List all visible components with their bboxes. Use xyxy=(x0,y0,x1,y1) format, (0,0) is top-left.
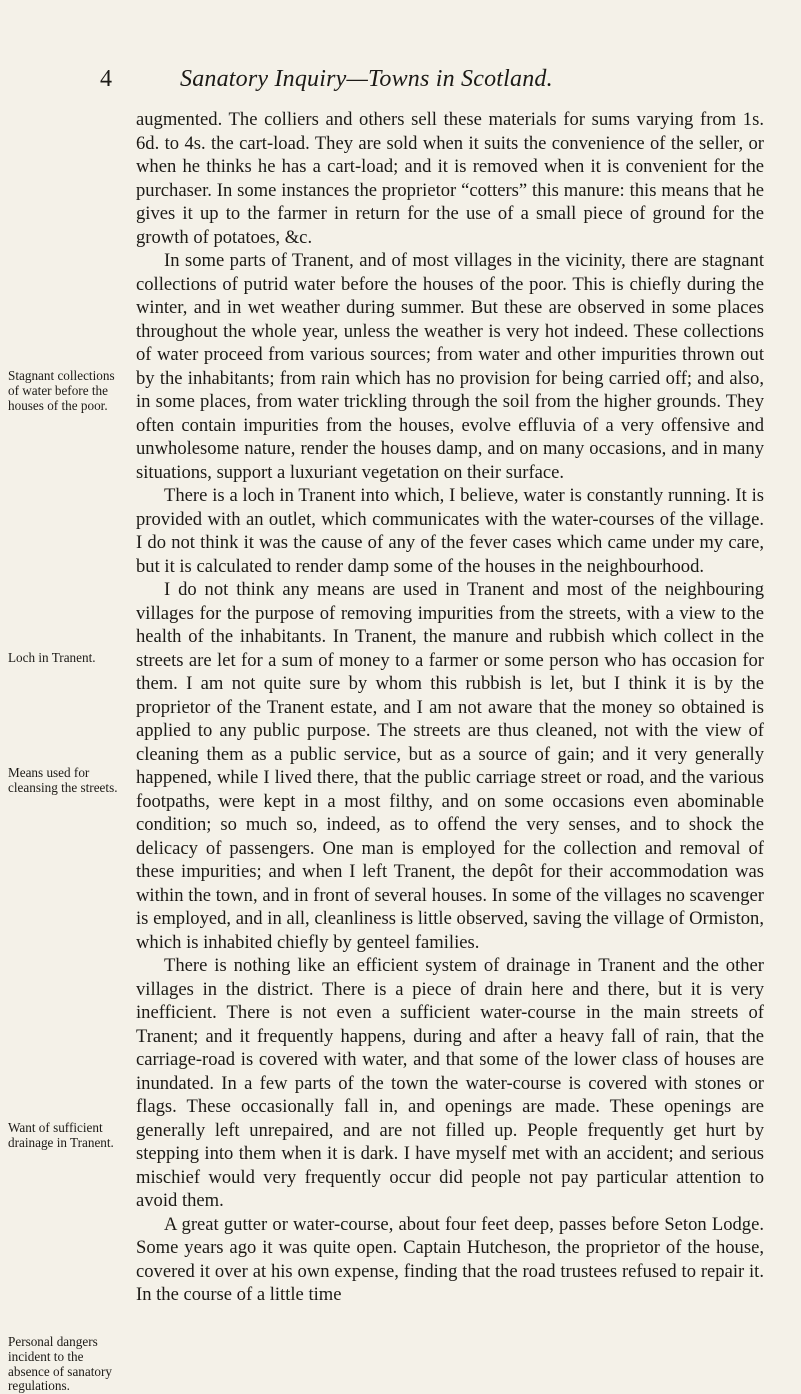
paragraph: There is a loch in Tranent into which, I believe, water is constantly running. It is provided with an outlet, which communicates with the water-courses of the village. I do not think it was the cause of any of the fever cases which came under my care, but it is calculated to render damp some of the houses in the neighbourhood. xyxy=(136,485,764,577)
paragraph: A great gutter or water-course, about four feet deep, passes before Seton Lodge. Some years ago it was quite open. Captain Hutcheson, the proprietor of the house, covered it over at his own expense, finding that the road trustees refused to repair it. In the course of a little time xyxy=(136,1213,764,1305)
margin-note-cleansing-streets: Means used for cleansing the streets. xyxy=(8,765,118,795)
paragraph: In some parts of Tranent, and of most villages in the vicinity, there are stagnant collections of putrid water before the houses of the poor. This is chiefly during the winter, and in wet weather during summer. But these are observed in some places throughout the whole year, unless the weather is very hot indeed. These collections of water proceed from various sources; from water and other impurities thrown out by the inhabitants; from rain which has no provision for being carried off; and also, in some places, from water trickling through the soil from the higher grounds. They often contain impurities from the houses, evolve effluvia of a very offensive and unwholesome nature, render the houses damp, and on many occasions, and in many situations, support a luxuriant vegetation on their surface. xyxy=(136,250,764,483)
margin-note-stagnant-water: Stagnant collections of water before the houses of the poor. xyxy=(8,368,115,413)
margin-note-drainage: Want of sufficient drainage in Tranent. xyxy=(8,1120,114,1150)
margin-note-personal-dangers: Personal dangers incident to the absence of sanatory regulations. xyxy=(8,1334,112,1394)
paragraph: There is nothing like an efficient system of drainage in Tranent and the other villages in the district. There is a piece of drain here and there, but it is very inefficient. There is not even a sufficient water-course in the main streets of Tranent; and it frequently happens, during and after a heavy fall of rain, that the carriage-road is covered with water, and that some of the lower class of houses are inundated. In a few parts of the town the water-course is covered with stones or flags. These occasionally fall in, and openings are made. These openings are generally left unrepaired, and are not filled up. People frequently get hurt by stepping into them when it is dark. I have myself met with an accident; and serious mischief would very frequently occur did people not pay particular attention to avoid them. xyxy=(136,955,764,1211)
page-header xyxy=(60,66,760,102)
margin-note-loch: Loch in Tranent. xyxy=(8,650,96,665)
body-text xyxy=(136,108,764,1307)
paragraph: I do not think any means are used in Tranent and most of the neighbouring villages for the purpose of removing impurities from the streets, with a view to the health of the inhabitants. In Tranent, the manure and rubbish which collect in the streets are let for a sum of money to a farmer or some person who has occasion for them. I am not quite sure by whom this rubbish is let, but I think it is by the proprietor of the Tranent estate, and I am not aware that the money so obtained is applied to any public purpose. The streets are thus cleaned, not with the view of cleaning them as a public service, but as a source of gain; and it very generally happened, while I lived there, that the public carriage street or road, and the various footpaths, were kept in a most filthy, and on some occasions even abominable condition; so much so, indeed, as to offend the very senses, and to shock the delicacy of passengers. One man is employed for the collection and removal of these impurities; and when I left Tranent, the depôt for their accommodation was within the town, and in front of several houses. In some of the villages no scavenger is employed, and in all, cleanliness is little observed, saving the village of Ormiston, which is inhabited chiefly by genteel families. xyxy=(136,579,764,953)
paragraph: augmented. The colliers and others sell these materials for sums varying from 1s. 6d. to 4s. the cart-load. They are sold when it suits the convenience of the seller, or when he thinks he has a cart-load; and it is removed when it is convenient for the purchaser. In some instances the proprietor “cotters” this manure: this means that he gives it up to the farmer in return for the use of a small piece of ground for the growth of potatoes, &c. xyxy=(136,109,764,248)
running-title: Sanatory Inquiry—Towns in Scotland. xyxy=(180,66,553,92)
page-number: 4 xyxy=(100,66,112,92)
